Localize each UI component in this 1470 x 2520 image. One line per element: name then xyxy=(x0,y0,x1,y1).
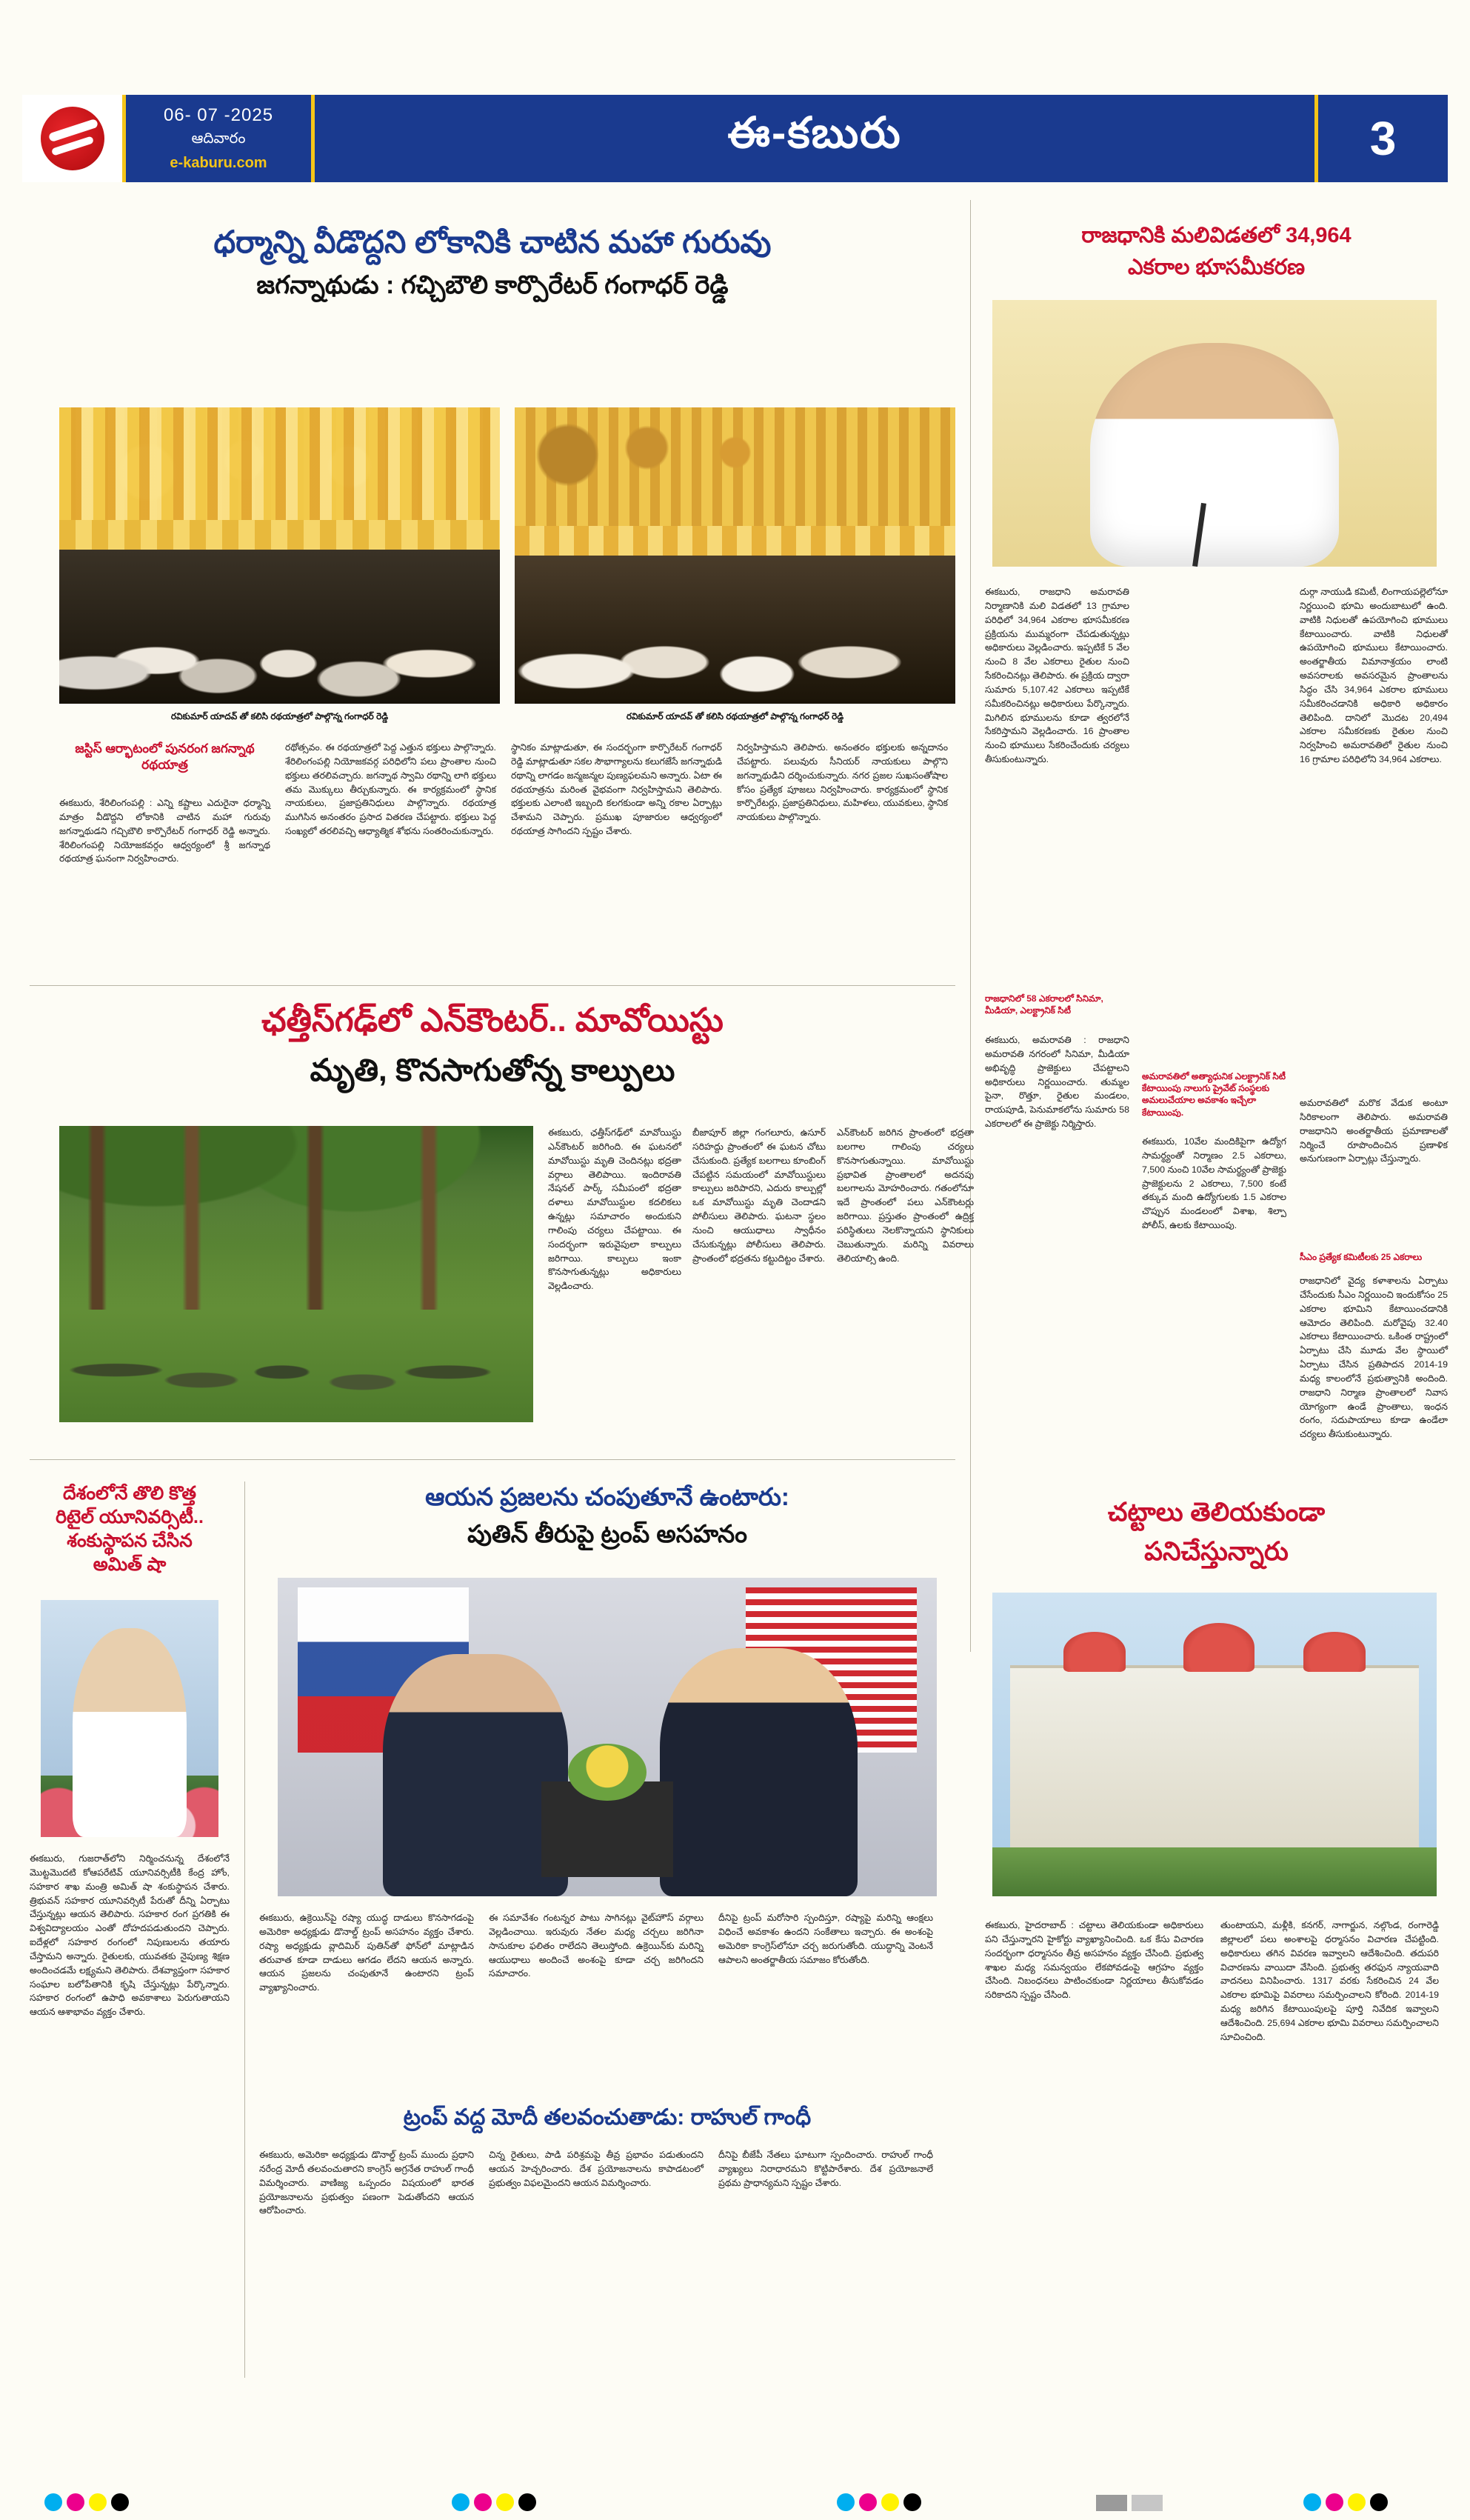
cmyk-dots-1 xyxy=(44,2493,129,2511)
story-highcourt xyxy=(985,1496,1448,2042)
story-trump-col3: దీనిపై ట్రంప్ మరోసారి స్పందిస్తూ, రష్యాపై మరిన్ని ఆంక్షలు విధించే అవకాశం ఉందని సంకేతాలు ఇచ్చారు. ఈ అంశంపై అమెరికా కాంగ్రెస్‌లోనూ చర్చ జరుగుతోంది. యుద్ధాన్ని వెంటనే ఆపాలని అంతర్జాతీయ సమాజం కోరుతోంది. xyxy=(718,1913,933,1965)
story-amitshah-col1: ఈకబురు, గుజరాత్‌లోని నిర్మించనున్న దేశంలోనే మొట్టమొదటి కోఆపరేటివ్ యూనివర్సిటీకి కేంద్ర హోం, సహకార శాఖ మంత్రి అమిత్ షా శంకుస్థాపన చేశారు. త్రిభువన్ సహకార యూనివర్సిటీ పేరుతో దీన్ని ఏర్పాటు చేస్తున్నట్లు ఆయన తెలిపారు. సహకార రంగ ప్రగతికి ఈ విశ్వవిద్యాలయం ఎంతో దోహదపడుతుందని చెప్పారు. ఐదేళ్లలో సహకార రంగంలో నిపుణులను తయారు చేస్తామని అన్నారు. రైతులకు, యువతకు నైపుణ్య శిక్షణ అందించడమే లక్ష్యమని తెలిపారు. దేశవ్యాప్తంగా సహకార సంఘాల బలోపేతానికి కృషి చేస్తున్నట్లు పేర్కొన్నారు. సహకార రంగంలో ఉపాధి అవకాశాలు పెరుగుతాయని ఆయన ఆశాభావం వ్యక్తం చేశారు. xyxy=(30,1853,230,2018)
story-amitshah-headline: దేశంలోనే తొలి కొత్త రిటైల్ యూనివర్సిటీ.. శంకుస్థాపన చేసిన అమిత్ షా xyxy=(56,1483,204,1575)
photo-high-court xyxy=(992,1593,1437,1896)
story-amaravati-sub3: సీఎం ప్రత్యేక కమిటీలకు 25 ఎకరాలు xyxy=(1300,1252,1423,1262)
photo-amitshah xyxy=(41,1600,218,1837)
masthead-title-block xyxy=(315,95,1314,182)
story-rahul-col2: చిన్న రైతులు, పాడి పరిశ్రమపై తీవ్ర ప్రభావం పడుతుందని ఆయన హెచ్చరించారు. దేశ ప్రయోజనాలను కాపాడటంలో ప్రభుత్వం విఫలమైందని ఆయన విమర్శించారు. xyxy=(489,2150,704,2188)
story-amitshah xyxy=(30,1481,230,2018)
cmyk-dots-3 xyxy=(837,2493,921,2511)
story-rahul-col1: ఈకబురు, అమెరికా అధ్యక్షుడు డొనాల్డ్ ట్రంప్ ముందు ప్రధాని నరేంద్ర మోదీ తలవంచుతారని కాంగ్రెస్ అగ్రనేత రాహుల్ గాంధీ విమర్శించారు. వాణిజ్య ఒప్పందం విషయంలో భారత ప్రయోజనాలను ప్రభుత్వం పణంగా పెడుతోందని ఆయన ఆరోపించారు. xyxy=(259,2150,474,2216)
story-amaravati-col2b: ఈకబురు, 10వేల మందికిపైగా ఉద్యోగ సామర్థ్యంతో నిర్మాణం 2.5 ఎకరాలు, 7,500 నుంచి 10వేల సామర్థ్యంతో ప్రాజెక్టు ప్రాజెక్టులను 2 ఎకరాలు, 7,500 కంటే తక్కువ మంది ఉద్యోగులకు 1.5 ఎకరాల చొప్పున మండలంలో విశాఖ, శిల్పా పోలీస్, ఉలకు కేటాయింపు. xyxy=(1142,1136,1286,1231)
story-jagannath-headline: ధర్మాన్ని వీడొద్దని లోకానికి చాటిన మహా గురువు జగన్నాథుడు : గచ్చిబౌలి కార్పొరేటర్ గంగాధర్ రెడ్డి xyxy=(213,224,772,299)
story-highcourt-col1: ఈకబురు, హైదరాబాద్ : చట్టాలు తెలియకుండా అధికారులు పని చేస్తున్నారని హైకోర్టు వ్యాఖ్యానించింది. ఒక కేసు విచారణ సందర్భంగా ధర్మాసనం తీవ్ర అసహనం వ్యక్తం చేసింది. ప్రభుత్వ శాఖల మధ్య సమన్వయం లేకపోవడంపై ఆగ్రహం వ్యక్తం చేసింది. నిబంధనలు పాటించకుండా నిర్ణయాలు తీసుకోవడం సరికాదని స్పష్టం చేసింది. xyxy=(985,1920,1203,2001)
story-jagannath-subhead: జస్టిస్ ఆర్భాటంలో పునరంగ జగన్నాథ రథయాత్ర xyxy=(75,741,255,773)
story-amaravati-col4b: రాజధానిలో వైద్య కళాశాలను ఏర్పాటు చేసేందుకు సీఎం నిర్ణయించి ఇందుకోసం 25 ఎకరాల భూమిని కేటాయించడానికి ఆమోదం తెలిపింది. మరోవైపు 32.40 ఎకరాలు కేటాయించారు. ఒకింత రాష్ట్రంలో ఏర్పాటు చేసి మూడు వేల స్థాయిలో ఏర్పాటు చేసిన ప్రతిపాదన 2014-19 మధ్య కాలంలోనే ప్రభుత్వానికి అందింది. రాజధాని నిర్మాణ ప్రాంతాలలో నివాస యోగ్యంగా ఉండే ప్రాంతాలు, ఇంధన రంగం, సదుపాయాలు కూడా ఉండేలా చర్యలు తీసుకుంటున్నారు. xyxy=(1300,1276,1448,1440)
story-trump-headline: ఆయన ప్రజలను చంపుతూనే ఉంటారు: పుతిన్ తీరుపై ట్రంప్ అసహనం xyxy=(425,1483,789,1548)
story-encounter-headline: ఛత్తీస్‌గఢ్‌లో ఎన్‌కౌంటర్.. మావోయిస్టు మృతి, కొనసాగుతోన్న కాల్పులు xyxy=(261,1002,724,1088)
publication-logo xyxy=(22,95,126,182)
photo-forest-encounter xyxy=(59,1126,533,1422)
story-highcourt-headline: చట్టాలు తెలియకుండా పనిచేస్తున్నారు xyxy=(1107,1498,1326,1566)
story-jagannath xyxy=(30,222,955,864)
photo-chandrababu xyxy=(992,300,1437,567)
story-amaravati xyxy=(985,222,1448,1440)
story-encounter-col2: బీజాపూర్ జిల్లా గంగలూరు, ఉసూర్ సరిహద్దు ప్రాంతంలో ఈ ఘటన చోటు చేసుకుంది. ప్రత్యేక బలగాలు కూంబింగ్ చేపట్టిన సమయంలో మావోయిస్టులు కాల్పులు జరిపారని, ఎదురు కాల్పుల్లో ఒక మావోయిస్టు మృతి చెందాడని పోలీసులు తెలిపారు. ఘటనా స్థలం నుంచి ఆయుధాలు స్వాధీనం చేసుకున్నట్లు పోలీసులు తెలిపారు. ప్రాంతంలో భద్రతను కట్టుదిట్టం చేశారు. xyxy=(692,1127,826,1264)
photo-rathayatra-right xyxy=(515,407,955,704)
caption-right: రవికుమార్ యాదవ్ తో కలిసి రథయాత్రలో పాల్గొన్న గంగాధర్ రెడ్డి xyxy=(626,711,844,721)
masthead-website[interactable]: e-kaburu.com xyxy=(170,155,267,171)
masthead-weekday: ఆదివారం xyxy=(191,130,246,147)
cmyk-dots-4 xyxy=(1303,2493,1388,2511)
story-highcourt-col2: తుంటాయని, మళ్లీకి, కనగర్, నాగార్జున, నల్గొండ, రంగారెడ్డి జిల్లాలలో పలు అంశాలపై ధర్మాసనం విచారణ చేపట్టింది. అధికారులు తగిన వివరణ ఇవ్వాలని ఆదేశించింది. తదుపరి విచారణను వాయిదా వేసింది. ప్రభుత్వ తరఫున న్యాయవాది వాదనలు వినిపించారు. 1317 వరకు సేకరించిన 24 వేల ఎకరాల భూమిపై వివరాలు సమర్పించాలని కోరింది. 2014-19 మధ్య జరిగిన కేటాయింపులపై పూర్తి నివేదిక ఇవ్వాలని ఆదేశించింది. 25,694 ఎకరాల భూమి వివరాలు సమర్పించాలని సూచించింది. xyxy=(1220,1920,1439,2042)
gray-bars xyxy=(1096,2495,1163,2511)
story-jagannath-col1: ఈకబురు, శేరిలింగంపల్లి : ఎన్ని కష్టాలు ఎదురైనా ధర్మాన్ని మాత్రం వీడొద్దని లోకానికి చాటిన మహా గురువు జగన్నాథుడని గచ్చిబౌలి కార్పొరేటర్ గంగాధర్ రెడ్డి అన్నారు. శేరిలింగంపల్లి నియోజకవర్గం ఆధ్వర్యంలో శ్రీ జగన్నాథ రథయాత్ర ఘనంగా నిర్వహించారు. xyxy=(59,798,270,864)
masthead-date-block xyxy=(126,95,315,182)
story-rahul-col3: దీనిపై బీజేపీ నేతలు ఘాటుగా స్పందించారు. రాహుల్ గాంధీ వ్యాఖ్యలు నిరాధారమని కొట్టిపారేశారు. దేశ ప్రయోజనాలే ప్రథమ ప్రాధాన్యమని స్పష్టం చేశారు. xyxy=(718,2150,933,2188)
story-amaravati-col3b: అమరావతిలో మరొక వేడుక అంటూ సిరికాలంగా తెలిపారు. అమరావతి రాజధానిని అంతర్జాతీయ ప్రమాణాలతో నిర్మించే రూపొందించిన ప్రణాళిక అనుగుణంగా ఏర్పాట్లు చేస్తున్నారు. xyxy=(1300,1098,1448,1164)
column-divider-main xyxy=(970,200,971,1652)
story-rahul-headline: ట్రంప్ వద్ద మోదీ తలవంచుతాడు: రాహుల్ గాంధీ xyxy=(403,2105,812,2130)
story-divider-2 xyxy=(30,1459,955,1460)
masthead xyxy=(22,95,1448,182)
story-amaravati-sub1: రాజధానిలో 58 ఎకరాలలో సినిమా, మీడియా, ఎలక్ట్రానిక్ సిటీ xyxy=(985,993,1103,1016)
story-trump-col1: ఈకబురు, ఉక్రెయిన్‌పై రష్యా యుద్ధ దాడులు కొనసాగడంపై అమెరికా అధ్యక్షుడు డొనాల్డ్ ట్రంప్ అసహనం వ్యక్తం చేశారు. రష్యా అధ్యక్షుడు వ్లాదిమిర్ పుతిన్‌తో ఫోన్‌లో మాట్లాడిన తరువాత కూడా దాడులు ఆగడం లేదని ఆయన అన్నారు. ఆయన ప్రజలను చంపుతూనే ఉంటారని ట్రంప్ వ్యాఖ్యానించారు. xyxy=(259,1913,474,1993)
story-amaravati-col1c: ఈకబురు, అమరావతి : రాజధాని అమరావతి నగరంలో సినిమా, మీడియా అభివృద్ధి ప్రాజెక్టులు చేపట్టాలని అధికారులు నిర్ణయించారు. తుమ్మల పైనా, రొత్తూ, రైతుల మండలం, రాయపూడి, పెనుమాకలోను సుమారు 58 ఎకరాలలో ఈ ప్రాజెక్టు నిర్మిస్తారు. xyxy=(985,1035,1129,1130)
color-registration-bar xyxy=(0,2486,1470,2520)
column-divider-left xyxy=(244,1481,245,2378)
story-divider-1 xyxy=(30,985,955,986)
story-jagannath-col2: రథోత్సవం. ఈ రథయాత్రలో పెద్ద ఎత్తున భక్తులు పాల్గొన్నారు. శేరిలింగంపల్లి నియోజకవర్గ పరిధిలోని పలు ప్రాంతాల నుంచి భక్తులు తరలివచ్చారు. జగన్నాథ స్వామి రథాన్ని లాగి భక్తులు తమ మొక్కులు తీర్చుకున్నారు. ఈ కార్యక్రమంలో స్థానిక నాయకులు, ప్రజాప్రతినిధులు పాల్గొన్నారు. రథయాత్ర ముగిసిన అనంతరం ప్రసాద వితరణ చేపట్టారు. భక్తులు పెద్ద సంఖ్యలో తరలివచ్చి ఆధ్యాత్మిక శోభను సంతరించుకున్నారు. xyxy=(285,742,496,837)
caption-left: రవికుమార్ యాదవ్ తో కలిసి రథయాత్రలో పాల్గొన్న గంగాధర్ రెడ్డి xyxy=(170,711,389,721)
cmyk-dots-2 xyxy=(452,2493,536,2511)
story-amaravati-headline: రాజధానికి మలివిడతలో 34,964 ఎకరాల భూసమీకరణ xyxy=(1081,224,1352,280)
story-trump-putin xyxy=(259,1481,955,2216)
photo-trump-putin xyxy=(278,1578,937,1896)
story-jagannath-col3: స్థానికం మాట్లాడుతూ, ఈ సందర్భంగా కార్పొరేటర్ గంగాధర్ రెడ్డి మాట్లాడుతూ సకల సౌభాగ్యాలను కలుగజేసే జగన్నాథుడి రథాన్ని లాగడం జన్మజన్మల పుణ్యఫలమని అన్నారు. ఏటా ఈ రథయాత్రను మరింత వైభవంగా నిర్వహిస్తామని తెలిపారు. భక్తులకు ఎలాంటి ఇబ్బంది కలగకుండా అన్ని రకాల ఏర్పాట్లు చేశామని చెప్పారు. ప్రముఖ పూజారుల ఆధ్వర్యంలో రథయాత్ర సాగిందని స్పష్టం చేశారు. xyxy=(511,742,722,837)
story-trump-col2: ఈ సమావేశం గంటన్నర పాటు సాగినట్లు వైట్‌హౌస్ వర్గాలు వెల్లడించాయి. ఇరువురు నేతల మధ్య చర్చలు జరిగినా సానుకూల ఫలితం రాలేదని తెలుస్తోంది. ఉక్రెయిన్‌కు మరిన్ని ఆయుధాలు అందించే అంశంపై కూడా చర్చ జరిగిందని సమాచారం. xyxy=(489,1913,704,1979)
story-amaravati-sub2: అమరావతిలో అత్యాధునిక ఎలక్ట్రానిక్ సిటీ కేటాయింపు నాలుగు ప్రైవేట్ సంస్థలకు అమలుచేయాల అవకాశం ఇచ్చేలా కేటాయింపు. xyxy=(1142,1071,1286,1118)
story-encounter xyxy=(30,1000,974,1292)
story-encounter-col1: ఈకబురు, ఛత్తీస్‌గఢ్‌లో మావోయిస్టు ఎన్‌కౌంటర్ జరిగింది. ఈ ఘటనలో మావోయిస్టు మృతి చెందినట్లు భద్రతా వర్గాలు తెలిపాయి. ఇందిరావతి నేషనల్ పార్క్ సమీపంలో భద్రతా దళాలు మావోయిస్టుల కదలికలు ఉన్నట్లు సమాచారం అందుకుని గాలింపు చర్యలు చేపట్టాయి. ఈ సందర్భంగా ఇరువైపులా కాల్పులు జరిగాయి. కాల్పులు ఇంకా కొనసాగుతున్నట్లు అధికారులు వెల్లడించారు. xyxy=(548,1127,681,1292)
story-amaravati-col1: ఈకబురు, రాజధాని అమరావతి నిర్మాణానికి మలి విడతలో 13 గ్రామాల పరిధిలో 34,964 ఎకరాల భూసమీకరణ ప్రక్రియను ముమ్మరంగా చేపడుతున్నట్లు అధికారులు వెల్లడించారు. ఇప్పటికే 5 వేల నుంచి 8 వేల ఎకరాలు రైతుల నుంచి సేకరించినట్లు తెలిపారు. ఈ ప్రక్రియ ద్వారా సుమారు 5,107.42 ఎకరాలు ఇప్పటికే సమీకరించినట్లు అధికారులు పేర్కొన్నారు. మిగిలిన భూములను కూడా త్వరలోనే సేకరిస్తామని వెల్లడించారు. 16 ప్రాంతాల నుంచి భూములు సేకరించేందుకు చర్యలు తీసుకుంటున్నారు. xyxy=(985,587,1129,765)
story-encounter-col3: ఎన్‌కౌంటర్ జరిగిన ప్రాంతంలో భద్రతా బలగాల గాలింపు చర్యలు కొనసాగుతున్నాయి. మావోయిస్టు ప్రభావిత ప్రాంతాలలో అదనపు బలగాలను మోహరించారు. గతంలోనూ ఇదే ప్రాంతంలో పలు ఎన్‌కౌంటర్లు జరిగాయి. ప్రస్తుతం ప్రాంతంలో ఉద్రిక్త పరిస్థితులు నెలకొన్నాయని స్థానికులు చెబుతున్నారు. మరిన్ని వివరాలు తెలియాల్సి ఉంది. xyxy=(837,1127,974,1264)
page-title: ఈ-కబురు xyxy=(727,109,902,157)
story-amaravati-col3a: దుర్గా నాయుడి కమిటీ, లింగాయపల్లెలోనూ నిర్ణయించి భూమి అందుబాటులో ఉంది. వాటికి నిధులతో ఉపయోగించి భూములు కేటాయించారు. వాటికి నిధులతో ఉపయోగించి భూములు కేటాయించారు. అంతర్జాతీయ విమానాశ్రయం లాంటి అవసరాలకు అవసరమైన ప్రాంతాలను సిద్ధం చేసి 34,964 ఎకరాల భూములు సమీకరించడానికి అధికారి అధికారం తెలిపింది. దానిలో మొదట 20,494 ఎకరాల సమీకరణకు రైతుల నుంచి నిర్వహించి అమరావతిలో రైతుల నుంచి 16 గ్రామాల పరిధిలోని 34,964 ఎకరాలు. xyxy=(1300,587,1448,765)
page-number-block xyxy=(1314,95,1448,182)
photo-rathayatra-left xyxy=(59,407,500,704)
page-number: 3 xyxy=(1369,112,1397,165)
sun-rays-logo-icon xyxy=(41,107,104,170)
story-jagannath-col4: నిర్వహిస్తామని తెలిపారు. అనంతరం భక్తులకు అన్నదానం చేపట్టారు. పలువురు సీనియర్ నాయకులు పాల్గొని జగన్నాథుడిని దర్శించుకున్నారు. నగర ప్రజల సుఖసంతోషాల కోసం ప్రత్యేక పూజలు నిర్వహించారు. కార్యక్రమంలో స్థానిక కార్పొరేటర్లు, ప్రజాప్రతినిధులు, మహిళలు, యువకులు, స్థానిక నాయకులు పాల్గొన్నారు. xyxy=(737,742,948,823)
masthead-date: 06- 07 -2025 xyxy=(163,105,274,125)
